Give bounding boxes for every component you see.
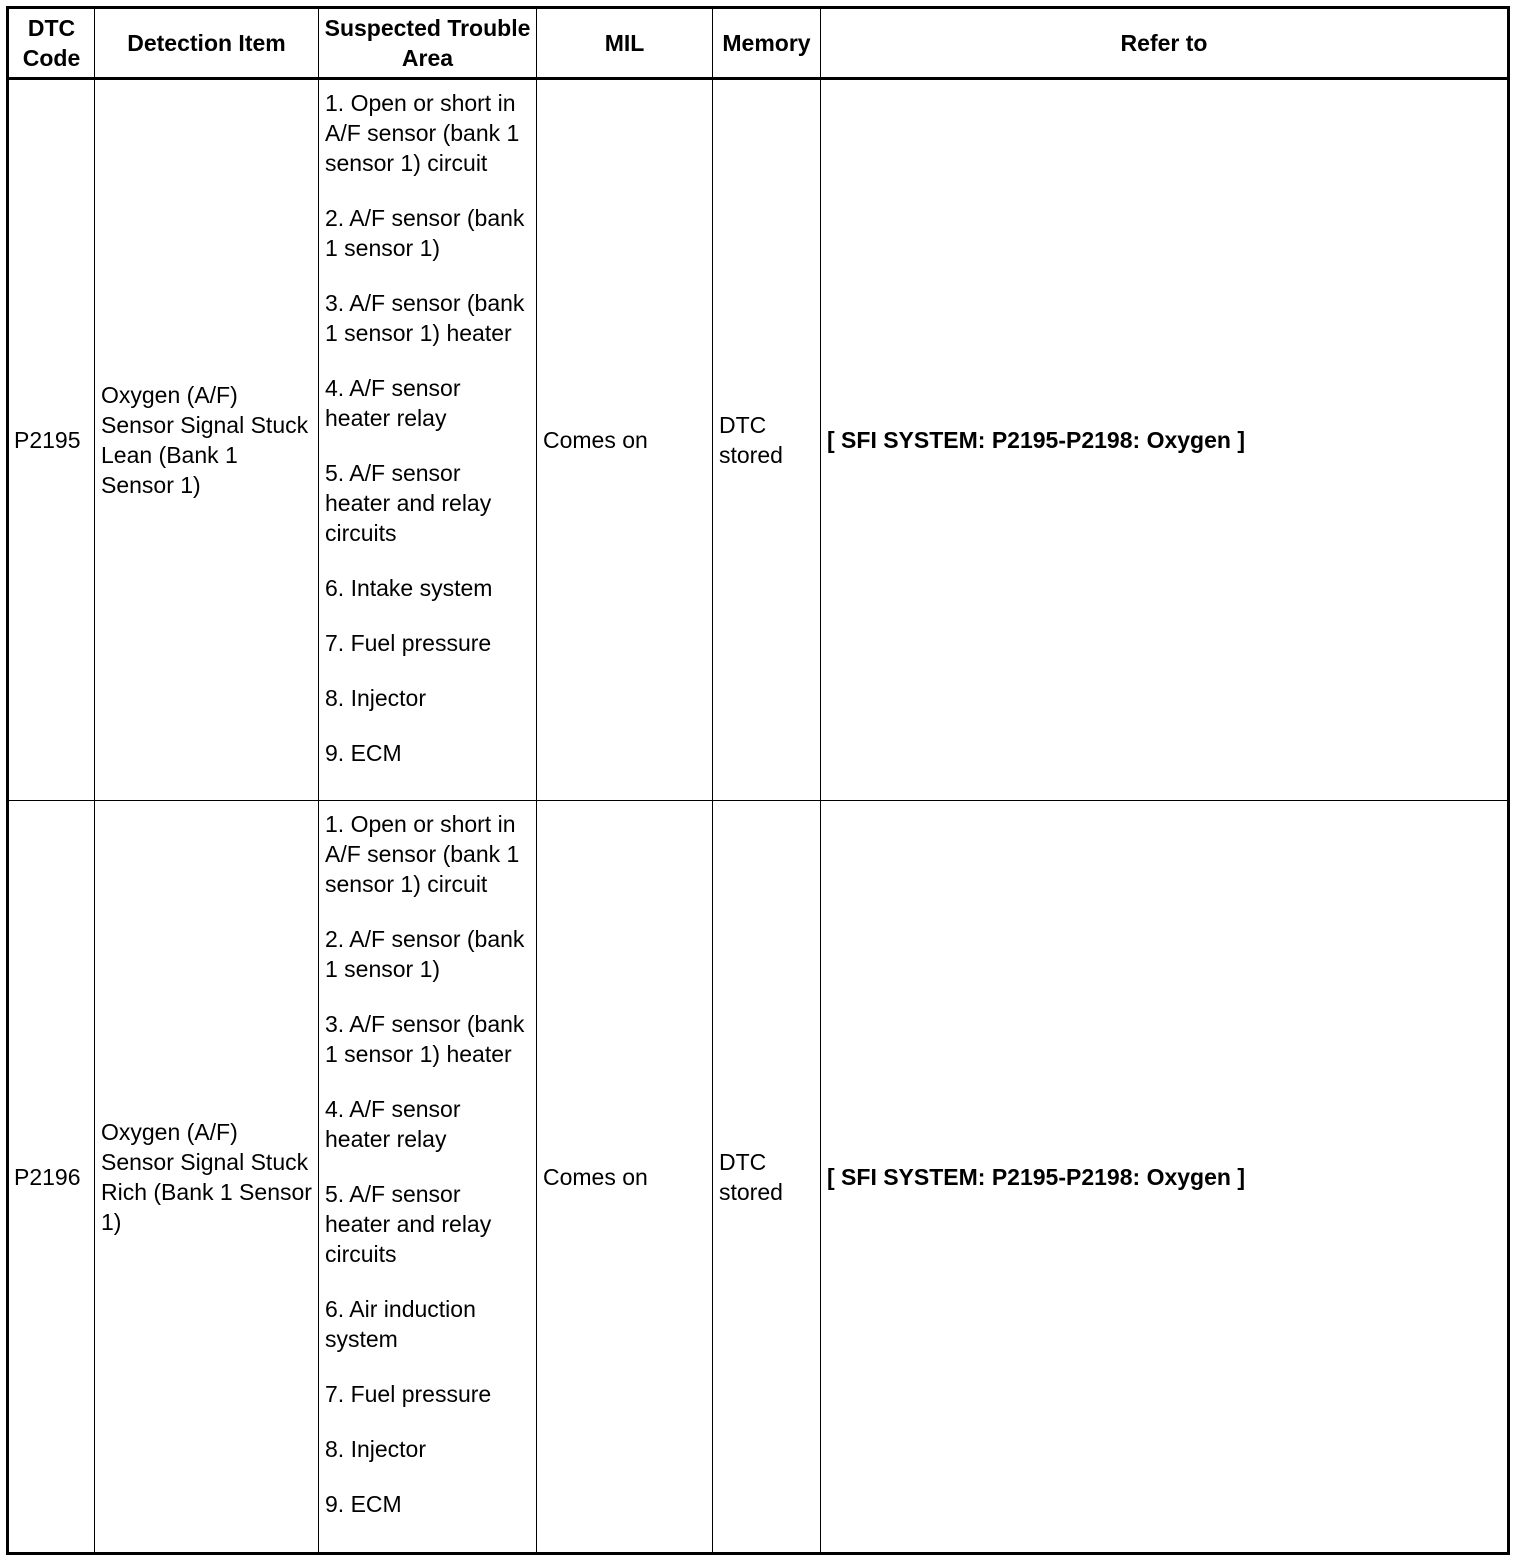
trouble-area-item: 1. Open or short in A/F sensor (bank 1 sensor 1) circuit [325, 90, 520, 176]
trouble-area-item: 7. Fuel pressure [325, 630, 492, 656]
table-row [8, 79, 1509, 801]
refer-to-link[interactable]: [ SFI SYSTEM: P2195-P2198: Oxygen ] [821, 801, 1509, 1554]
header-detection-item: Detection Item [95, 8, 319, 79]
trouble-area-item: 4. A/F sensor heater relay [325, 1096, 461, 1152]
refer-to-link[interactable]: [ SFI SYSTEM: P2195-P2198: Oxygen ] [821, 79, 1509, 801]
trouble-area-item: 4. A/F sensor heater relay [325, 375, 461, 431]
header-memory: Memory [713, 8, 821, 79]
mil-cell: Comes on [537, 801, 713, 1554]
header-refer-to: Refer to [821, 8, 1509, 79]
header-mil: MIL [537, 8, 713, 79]
trouble-area-item: 2. A/F sensor (bank 1 sensor 1) [325, 205, 525, 261]
trouble-area-item: 5. A/F sensor heater and relay circuits [325, 460, 492, 546]
trouble-area-item: 3. A/F sensor (bank 1 sensor 1) heater [325, 1011, 525, 1067]
detection-item-cell: Oxygen (A/F) Sensor Signal Stuck Lean (Bank 1 Sensor 1) [95, 79, 319, 801]
header-row [8, 8, 1509, 79]
mil-cell: Comes on [537, 79, 713, 801]
trouble-area-item: 8. Injector [325, 1436, 426, 1462]
trouble-area-item: 8. Injector [325, 685, 426, 711]
header-dtc-code: DTC Code [8, 8, 95, 79]
trouble-area-item: 3. A/F sensor (bank 1 sensor 1) heater [325, 290, 525, 346]
trouble-area-item: 9. ECM [325, 740, 402, 766]
memory-cell: DTC stored [713, 79, 821, 801]
trouble-area-item: 1. Open or short in A/F sensor (bank 1 sensor 1) circuit [325, 811, 520, 897]
header-suspected-trouble-area: Suspected Trouble Area [319, 8, 537, 79]
trouble-area-item: 9. ECM [325, 1491, 402, 1517]
table-row [8, 801, 1509, 1554]
memory-cell: DTC stored [713, 801, 821, 1554]
dtc-table [6, 6, 1510, 1555]
dtc-code-cell: P2196 [8, 801, 95, 1554]
trouble-area-item: 6. Air induction system [325, 1296, 476, 1352]
trouble-area-item: 7. Fuel pressure [325, 1381, 492, 1407]
trouble-area-cell [319, 79, 537, 801]
detection-item-cell: Oxygen (A/F) Sensor Signal Stuck Rich (Bank 1 Sensor 1) [95, 801, 319, 1554]
trouble-area-cell [319, 801, 537, 1554]
trouble-area-item: 2. A/F sensor (bank 1 sensor 1) [325, 926, 525, 982]
trouble-area-item: 6. Intake system [325, 575, 493, 601]
trouble-area-item: 5. A/F sensor heater and relay circuits [325, 1181, 492, 1267]
dtc-code-cell: P2195 [8, 79, 95, 801]
